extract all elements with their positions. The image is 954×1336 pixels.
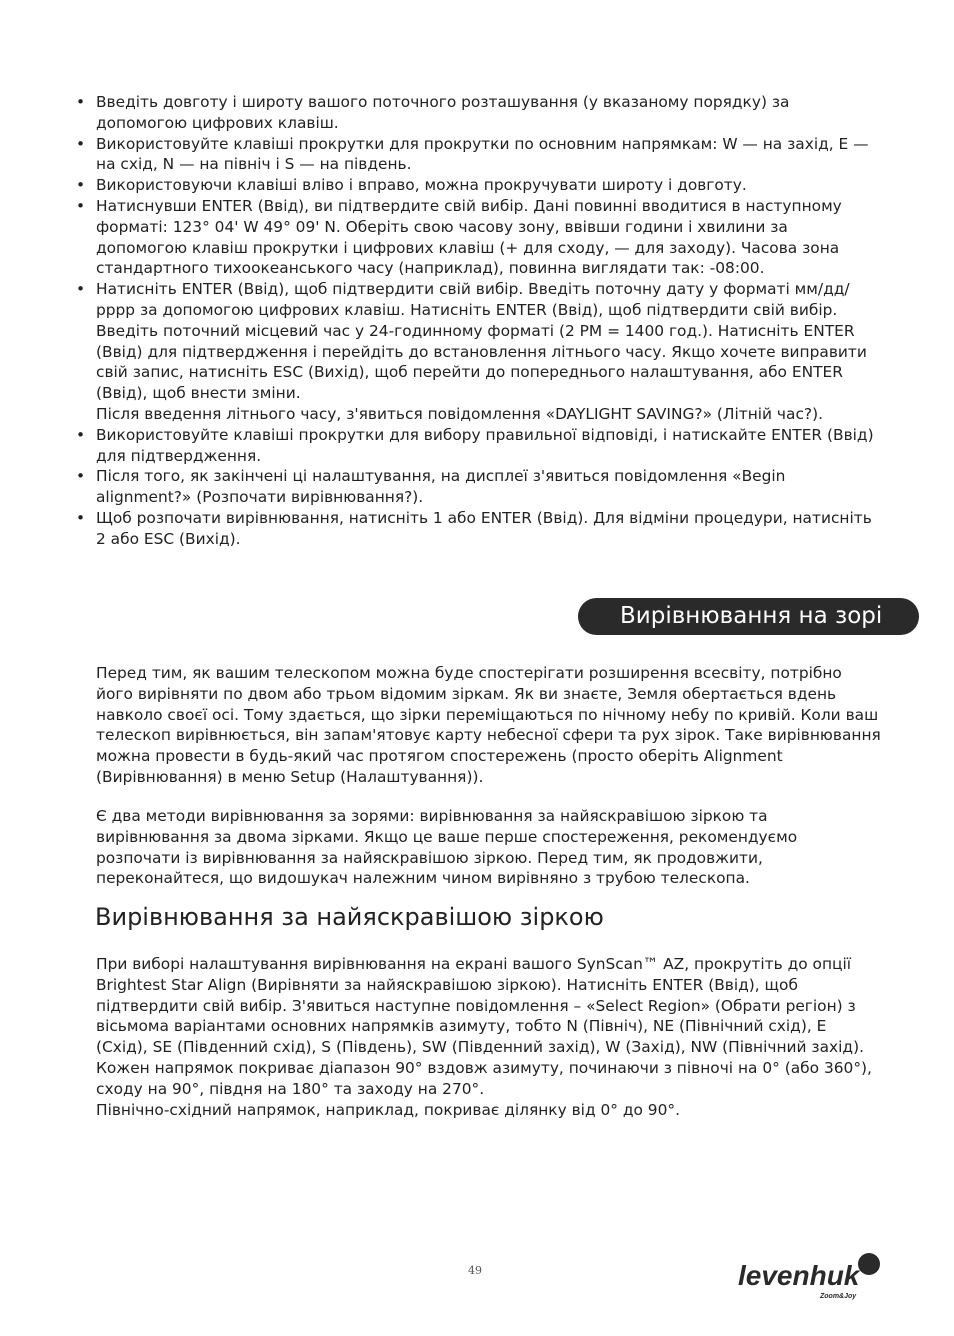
list-item-text: Введіть довготу і широту вашого поточного розташування (у вказаному порядку) за допомогою цифрових клавіш. <box>96 93 790 132</box>
brightest-star-text: При виборі налаштування вирівнювання на екрані вашого SynScan™ AZ, прокрутіть до опції Brightest Star Align (Вирівняти за найяскравішою зіркою). Натисніть ENTER (Ввід), щоб підтвердити свій вибір. З'явиться наступне повідомлення – «Select Region» (Обрати регіон) з вісьмома варіантами основних напрямків азимуту, тобто N (Північ), NE (Північний схід), E (Схід), SE (Південний схід), S (Південь), SW (Південний захід), W (Захід), NW (Північний захід). Кожен напрямок покриває діапазон 90° вздовж азимуту, починаючи з півночі на 0° (або 360°), сходу на 90°, півдня на 180° та заходу на 270°. <box>96 955 872 1098</box>
bullet-icon: • <box>76 134 86 153</box>
instruction-list <box>76 92 876 550</box>
levenhuk-logo <box>738 1250 888 1302</box>
logo-circle-icon <box>858 1253 880 1275</box>
intro-paragraph: Перед тим, як вашим телескопом можна буде спостерігати розширення всесвіту, потрібно його вирівняти по двом або трьом відомим зіркам. Як ви знаєте, Земля обертається вдень навколо своєї осі. Тому здається, що зірки переміщаються по нічному небу по кривій. Коли ваш телескоп вирівнюється, він запам'ятовує карту небесної сфери та рух зірок. Таке вирівнювання можна провести в будь-який час протягом спостережень (просто оберіть Alignment (Вирівнювання) в меню Setup (Налаштування)). <box>96 664 881 786</box>
brightest-star-example: Північно-східний напрямок, наприклад, покриває ділянку від 0° до 90°. <box>96 1100 680 1119</box>
list-item <box>76 196 876 279</box>
logo-tagline: Zoom&Joy <box>820 1293 857 1300</box>
bullet-icon: • <box>76 176 86 195</box>
list-item <box>76 279 876 425</box>
list-item-text: Натисніть ENTER (Ввід), щоб підтвердити свій вибір. Введіть поточну дату у форматі мм/дд/рррр за допомогою цифрових клавіш. Натисніть ENTER (Ввід), щоб підтвердити свій вибір. Введіть поточний місцевий час у 24-годинному форматі (2 PM = 1400 год.). Натисніть ENTER (Ввід) для підтвердження і перейдіть до встановлення літнього часу. Якщо хочете виправити свій запис, натисніть ESC (Вихід), щоб перейти до попереднього налаштування, або ENTER (Ввід), щоб внести зміни. <box>96 280 867 403</box>
list-item-note: Після введення літнього часу, з'явиться повідомлення «DAYLIGHT SAVING?» (Літній час?). <box>96 404 823 423</box>
list-item <box>76 508 876 550</box>
methods-paragraph: Є два методи вирівнювання за зорями: вирівнювання за найяскравішою зіркою та вирівнювання за двома зірками. Якщо це ваше перше спостереження, рекомендуємо розпочати із вирівнювання за найяскравішою зіркою. Перед тим, як продовжити, переконайтеся, що видошукач належним чином вирівняно з трубою телескопа. <box>96 807 798 888</box>
bullet-icon: • <box>76 425 86 444</box>
section-banner: Вирівнювання на зорі <box>578 598 919 635</box>
list-item <box>76 175 876 196</box>
list-item-text: Натиснувши ENTER (Ввід), ви підтвердите свій вибір. Дані повинні вводитися в наступному форматі: 123° 04' W 49° 09' N. Оберіть свою часову зону, ввівши години і хвилини за допомогою клавіш прокрутки і цифрових клавіш (+ для сходу, — для заходу). Часова зона стандартного тихоокеанського часу (наприклад), повинна виглядати так: -08:00. <box>96 196 842 278</box>
list-item <box>76 466 876 508</box>
section-heading: Вирівнювання за найяскравішою зіркою <box>95 903 604 931</box>
bullet-icon: • <box>76 508 86 527</box>
list-item-text: Використовуючи клавіші вліво і вправо, можна прокручувати широту і довготу. <box>96 176 747 195</box>
bullet-icon: • <box>76 467 86 486</box>
list-item-text: Використовуйте клавіші прокрутки для прокрутки по основним напрямкам: W — на захід, E — на схід, N — на північ і S — на південь. <box>96 134 869 174</box>
brightest-star-paragraph <box>96 954 881 1120</box>
list-item <box>76 92 876 134</box>
bullet-icon: • <box>76 93 86 111</box>
bullet-icon: • <box>76 280 86 299</box>
list-item-text: Після того, як закінчені ці налаштування, на дисплеї з'явиться повідомлення «Begin alignment?» (Розпочати вирівнювання?). <box>96 467 786 507</box>
list-item <box>76 425 876 467</box>
list-item-text: Використовуйте клавіші прокрутки для вибору правильної відповіді, і натискайте ENTER (Ввід) для підтвердження. <box>96 425 874 465</box>
list-item <box>76 134 876 176</box>
list-item-text: Щоб розпочати вирівнювання, натисніть 1 або ENTER (Ввід). Для відміни процедури, натисніть 2 або ESC (Вихід). <box>96 508 872 548</box>
logo-brand: levenhuk <box>738 1260 860 1291</box>
page-number: 49 <box>468 1264 482 1277</box>
bullet-icon: • <box>76 196 86 215</box>
